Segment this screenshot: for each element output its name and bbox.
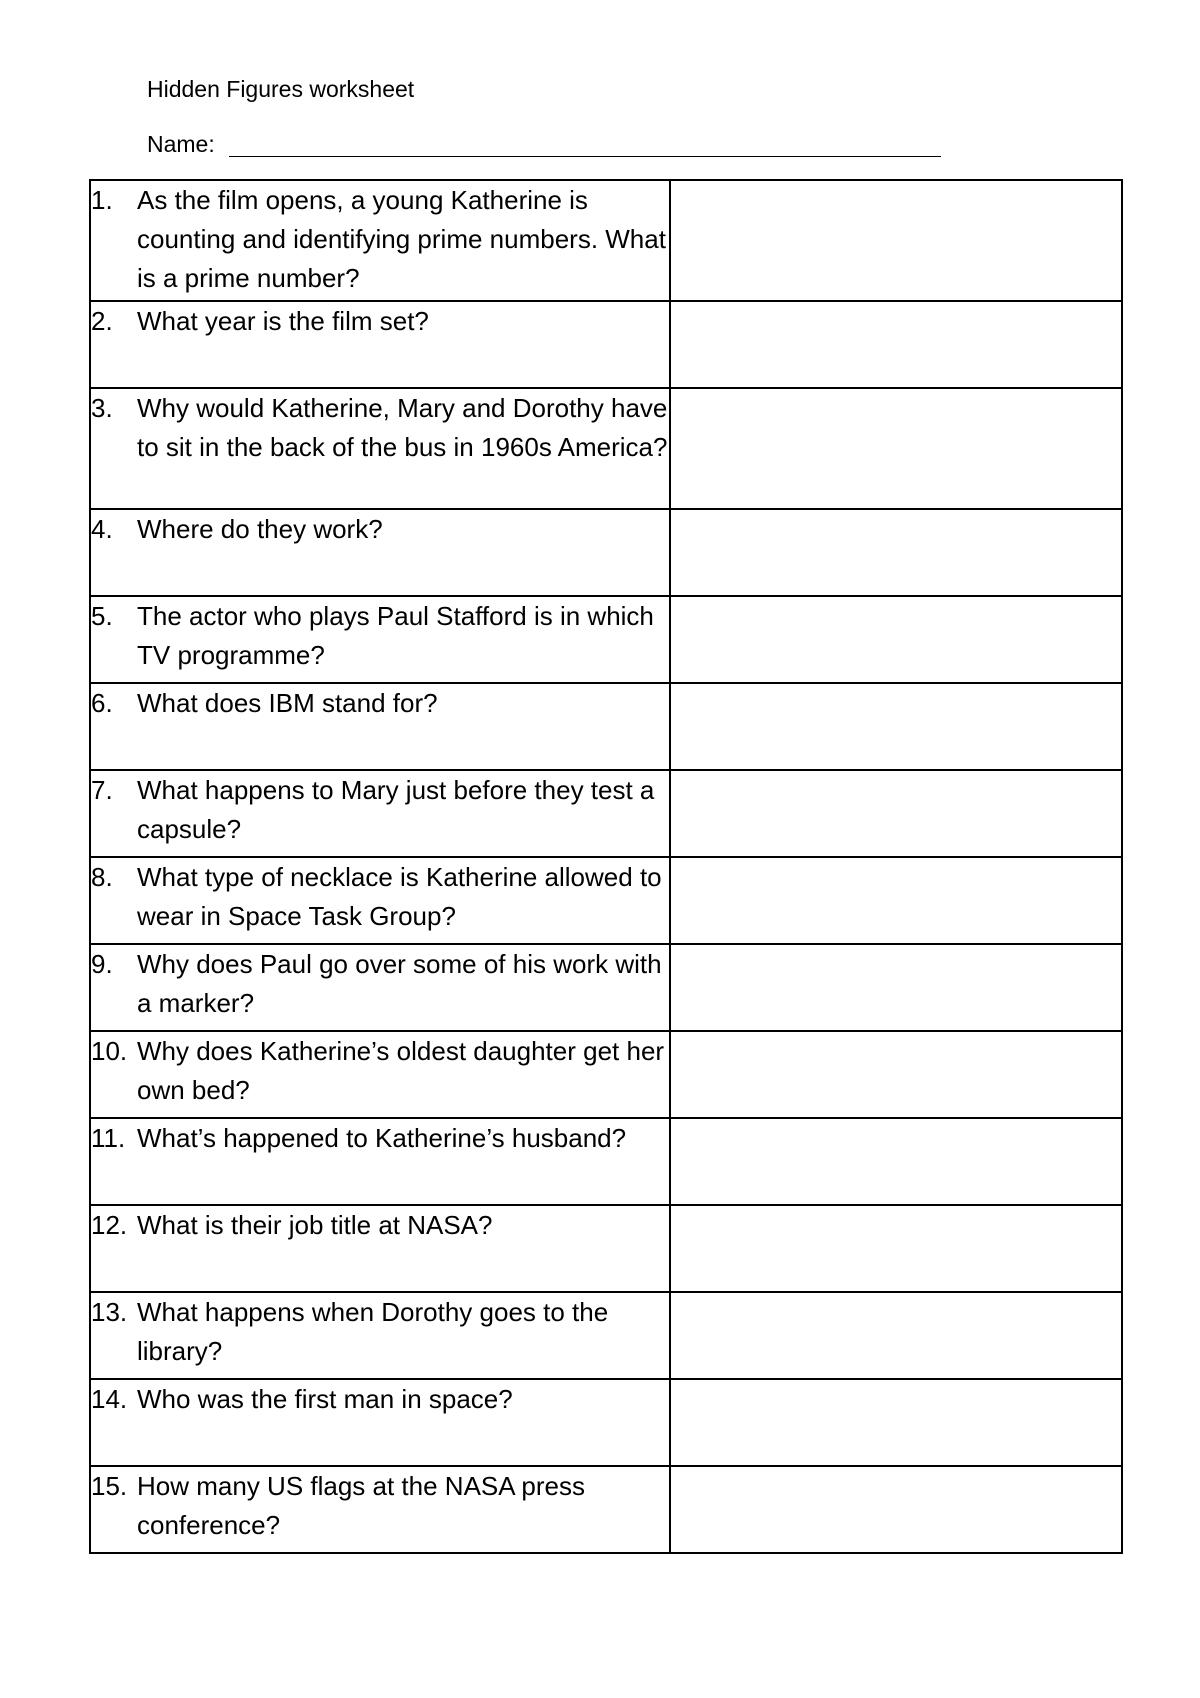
question-text: Why would Katherine, Mary and Dorothy have to sit in the back of the bus in 1960s America?: [137, 393, 668, 462]
question-text: What happens when Dorothy goes to the library?: [137, 1297, 609, 1366]
question-text: As the film opens, a young Katherine is counting and identifying prime numbers. What is a prime number?: [137, 185, 666, 293]
question-text: Why does Paul go over some of his work with a marker?: [137, 949, 662, 1018]
table-row: [90, 1118, 1122, 1205]
question-number: 2.: [91, 306, 113, 336]
question-cell: [90, 857, 670, 944]
answer-cell[interactable]: [670, 180, 1122, 301]
answer-cell[interactable]: [670, 509, 1122, 596]
question-text: What year is the film set?: [137, 306, 429, 336]
table-row: [90, 180, 1122, 301]
table-row: [90, 596, 1122, 683]
answer-cell[interactable]: [670, 1292, 1122, 1379]
question-text: What type of necklace is Katherine allowed to wear in Space Task Group?: [137, 862, 662, 931]
question-number: 14.: [91, 1384, 128, 1414]
question-number: 4.: [91, 514, 113, 544]
question-text: The actor who plays Paul Stafford is in which TV programme?: [137, 601, 654, 670]
table-row: [90, 1379, 1122, 1466]
answer-cell[interactable]: [670, 1031, 1122, 1118]
table-row: [90, 1466, 1122, 1553]
question-number: 8.: [91, 862, 113, 892]
answer-cell[interactable]: [670, 388, 1122, 509]
question-cell: [90, 770, 670, 857]
question-number: 6.: [91, 688, 113, 718]
table-row: [90, 301, 1122, 388]
answer-cell[interactable]: [670, 301, 1122, 388]
question-text: Who was the first man in space?: [137, 1384, 513, 1414]
question-text: What is their job title at NASA?: [137, 1210, 493, 1240]
question-cell: [90, 1118, 670, 1205]
answer-cell[interactable]: [670, 857, 1122, 944]
question-text: What happens to Mary just before they test a capsule?: [137, 775, 655, 844]
question-text: What’s happened to Katherine’s husband?: [137, 1123, 627, 1153]
question-cell: [90, 1205, 670, 1292]
question-cell: [90, 1292, 670, 1379]
question-cell: [90, 301, 670, 388]
question-cell: [90, 683, 670, 770]
table-row: [90, 1205, 1122, 1292]
question-text: What does IBM stand for?: [137, 688, 438, 718]
question-cell: [90, 180, 670, 301]
question-cell: [90, 1031, 670, 1118]
question-number: 10.: [91, 1036, 128, 1066]
answer-cell[interactable]: [670, 596, 1122, 683]
question-number: 5.: [91, 601, 113, 631]
question-number: 9.: [91, 949, 113, 979]
question-cell: [90, 944, 670, 1031]
table-row: [90, 857, 1122, 944]
question-number: 7.: [91, 775, 113, 805]
name-line[interactable]: [229, 156, 941, 157]
question-text: Where do they work?: [137, 514, 383, 544]
answer-cell[interactable]: [670, 1379, 1122, 1466]
name-label: Name:: [147, 131, 215, 157]
table-row: [90, 770, 1122, 857]
worksheet-title: Hidden Figures worksheet: [147, 76, 415, 102]
table-row: [90, 1292, 1122, 1379]
answer-cell[interactable]: [670, 1118, 1122, 1205]
table-row: [90, 944, 1122, 1031]
table-row: [90, 509, 1122, 596]
answer-cell[interactable]: [670, 770, 1122, 857]
name-row: [147, 129, 215, 159]
question-cell: [90, 509, 670, 596]
question-cell: [90, 388, 670, 509]
table-row: [90, 1031, 1122, 1118]
question-cell: [90, 1379, 670, 1466]
question-number: 13.: [91, 1297, 128, 1327]
question-number: 1.: [91, 185, 113, 215]
question-number: 15.: [91, 1471, 128, 1501]
answer-cell[interactable]: [670, 683, 1122, 770]
question-table: [89, 179, 1123, 1554]
answer-cell[interactable]: [670, 944, 1122, 1031]
question-cell: [90, 1466, 670, 1553]
answer-cell[interactable]: [670, 1466, 1122, 1553]
answer-cell[interactable]: [670, 1205, 1122, 1292]
question-number: 11.: [91, 1123, 126, 1153]
question-text: How many US flags at the NASA press conference?: [137, 1471, 585, 1540]
table-row: [90, 683, 1122, 770]
table-row: [90, 388, 1122, 509]
question-cell: [90, 596, 670, 683]
question-number: 12.: [91, 1210, 128, 1240]
question-number: 3.: [91, 393, 113, 423]
question-text: Why does Katherine’s oldest daughter get her own bed?: [137, 1036, 665, 1105]
